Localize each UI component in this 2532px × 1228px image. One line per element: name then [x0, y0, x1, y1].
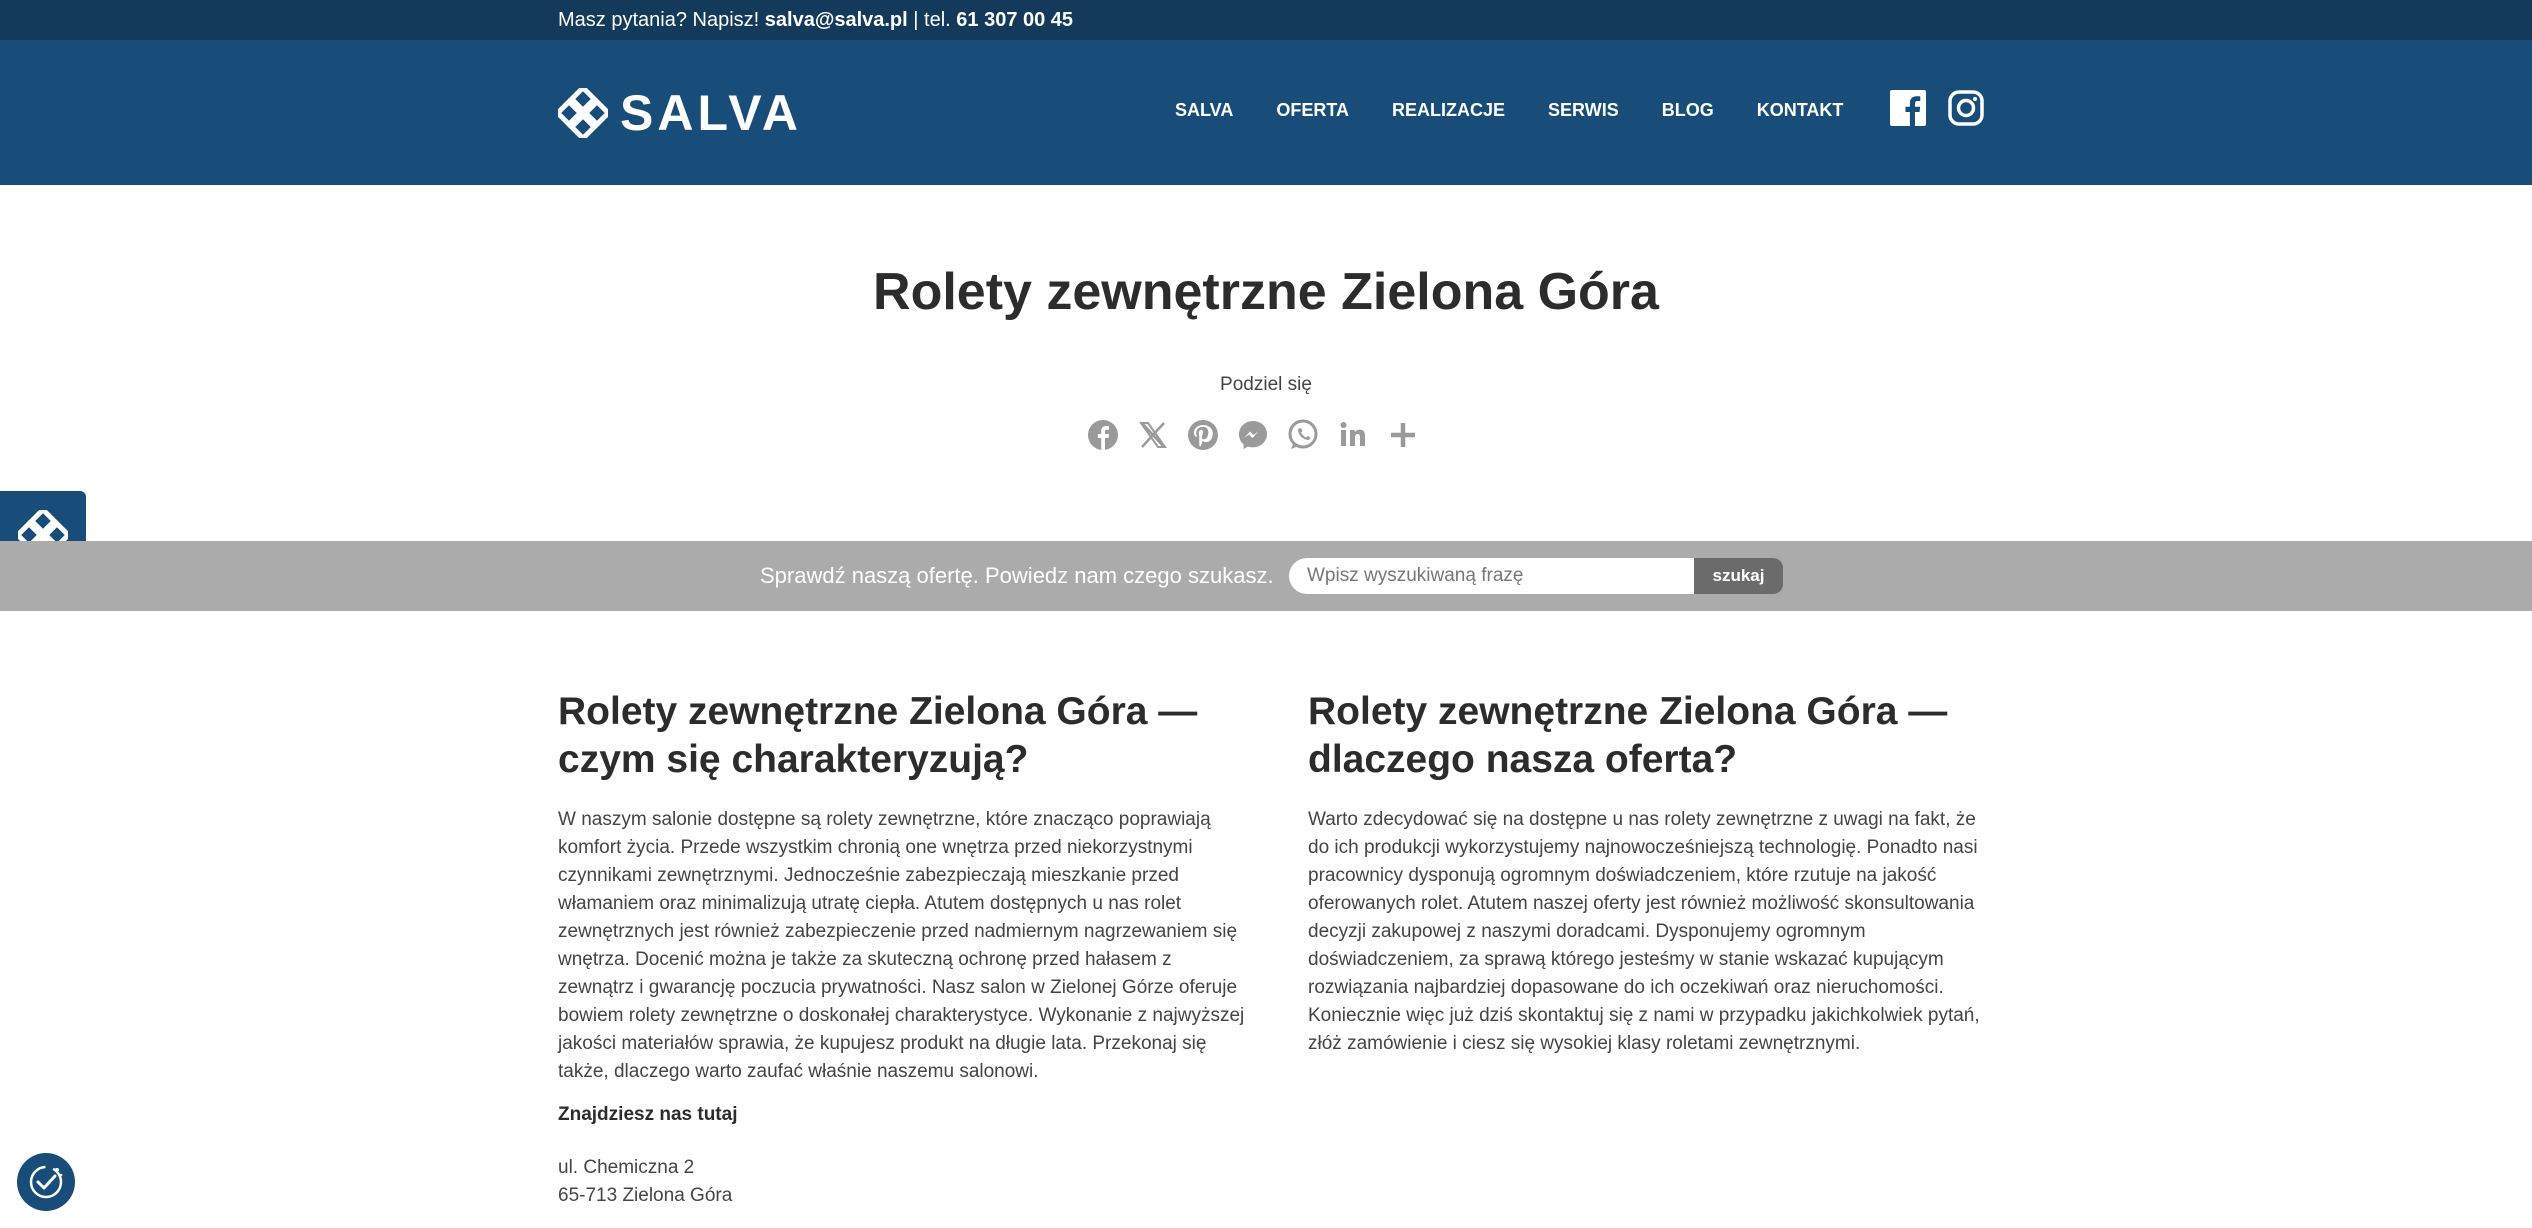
cookie-settings-icon — [26, 1162, 66, 1202]
site-logo[interactable] — [558, 85, 803, 141]
instagram-icon[interactable] — [1948, 90, 1984, 126]
contact-info — [558, 9, 1073, 32]
section-heading-left: Rolety zewnętrzne Zielona Góra — czym się charakteryzują? — [558, 690, 1198, 781]
contact-prefix: Masz pytania? Napisz! — [558, 9, 760, 31]
contact-phone-link[interactable]: 61 307 00 45 — [956, 9, 1074, 31]
share-label: Podziel się — [1220, 374, 1312, 395]
contact-separator: | tel. — [913, 9, 951, 31]
address-street: ul. Chemiczna 2 — [558, 1157, 695, 1178]
share-icons — [1086, 418, 1436, 452]
social-links — [1890, 90, 2006, 126]
share-whatsapp-icon[interactable] — [1286, 418, 1320, 452]
main-nav — [1175, 100, 1886, 121]
content-column-right — [1308, 688, 1998, 1058]
share-pinterest-icon[interactable] — [1186, 418, 1220, 452]
nav-item-blog[interactable]: BLOG — [1661, 100, 1714, 120]
address-city: 65-713 Zielona Góra — [558, 1185, 733, 1206]
nav-item-kontakt[interactable]: KONTAKT — [1756, 100, 1844, 120]
search-prompt: Sprawdź naszą ofertę. Powiedz nam czego szukasz. — [760, 563, 1274, 588]
content-column-left — [558, 688, 1248, 1210]
nav-item-oferta[interactable]: OFERTA — [1276, 100, 1350, 120]
share-facebook-icon[interactable] — [1086, 418, 1120, 452]
nav-item-salva[interactable]: SALVA — [1175, 100, 1234, 120]
offer-search-bar — [0, 541, 2532, 611]
section-body-left: W naszym salonie dostępne są rolety zewnętrzne, które znacząco poprawiają komfort życia. Przede wszystkim chronią one wnętrza przed niekorzystnymi czynnikami zewnętrznymi. Jednocześnie zabezpieczają mieszkanie przed włamaniem oraz minimalizują utratę ciepła. Atutem dostępnych u nas rolet zewnętrznych jest również zabezpieczenie przed nadmiernym nagrzewaniem się wnętrza. Docenić można je także za skuteczną ochronę przed hałasem z zewnątrz i gwarancję poczucia prywatności. Nasz salon w Zielonej Górze oferuje bowiem rolety zewnętrzne o doskonałej charakterystyce. Wykonanie z najwyższej jakości materiałów sprawia, że kupujesz produkt na długie lata. Przekonaj się także, dlaczego warto zaufać właśnie naszemu salonowi. — [558, 809, 1245, 1082]
share-messenger-icon[interactable] — [1236, 418, 1270, 452]
brand-name: SALVA — [620, 85, 803, 141]
site-header — [0, 40, 2532, 185]
section-heading-right: Rolety zewnętrzne Zielona Góra — dlaczego nasza oferta? — [1308, 690, 1948, 781]
cookie-settings-button[interactable] — [17, 1153, 75, 1211]
nav-item-serwis[interactable]: SERWIS — [1548, 100, 1619, 120]
contact-email-link[interactable]: salva@salva.pl — [764, 9, 908, 31]
page-title: Rolety zewnętrzne Zielona Góra — [873, 263, 1659, 321]
facebook-icon[interactable] — [1890, 90, 1926, 126]
find-us-heading: Znajdziesz nas tutaj — [558, 1104, 738, 1125]
share-more-plus-icon[interactable] — [1386, 418, 1420, 452]
search-button[interactable]: szukaj — [1694, 558, 1783, 594]
salva-diamond-logo-icon — [558, 88, 608, 138]
share-linkedin-icon[interactable] — [1336, 418, 1370, 452]
search-input[interactable] — [1289, 558, 1697, 594]
address — [558, 1154, 1248, 1210]
section-body-right: Warto zdecydować się na dostępne u nas rolety zewnętrzne z uwagi na fakt, że do ich produkcji wykorzystujemy najnowocześniejszą technologię. Ponadto nasi pracownicy dysponują ogromnym doświadczeniem, które rzutuje na jakość oferowanych rolet. Atutem naszej oferty jest również możliwość skonsultowania decyzji zakupowej z naszymi doradcami. Dysponujemy ogromnym doświadczeniem, za sprawą którego jesteśmy w stanie wskazać kupującym rozwiązania najbardziej dopasowane do ich oczekiwań oraz nieruchomości. Koniecznie więc już dziś skontaktuj się z nami w przypadku jakichkolwiek pytań, złóż zamówienie i ciesz się wysokiej klasy roletami zewnętrznymi. — [1308, 809, 1980, 1054]
nav-item-realizacje[interactable]: REALIZACJE — [1392, 100, 1506, 120]
share-x-icon[interactable] — [1136, 418, 1170, 452]
top-contact-bar — [0, 0, 2532, 40]
